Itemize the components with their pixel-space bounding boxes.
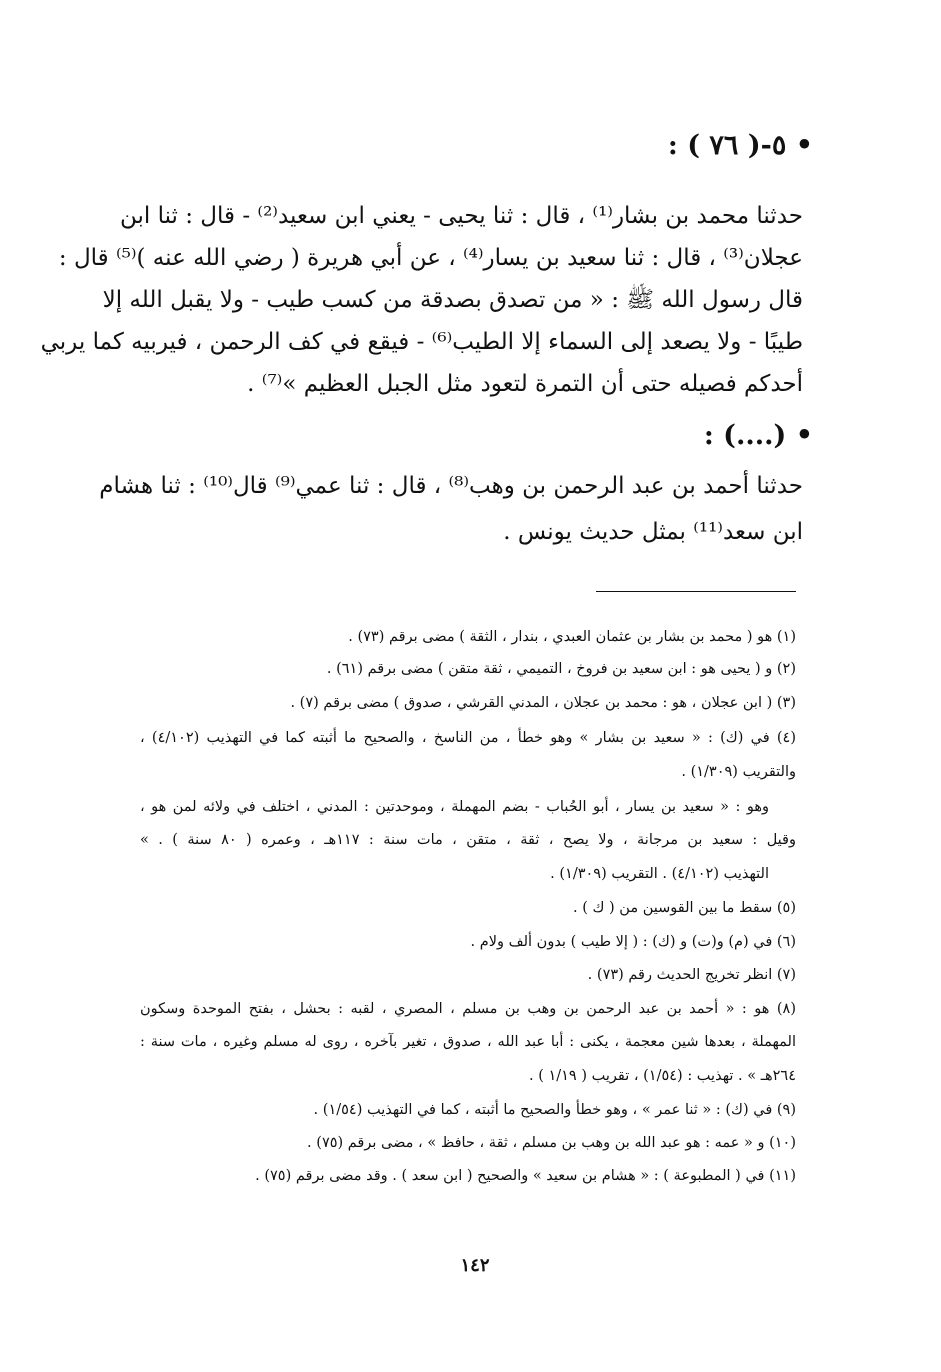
- footnote-10: (١٠) و « عمه : هو عبد الله بن وهب بن مسلم ، ثقة ، حافظ » ، مضى برقم (٧٥) .: [307, 1135, 796, 1151]
- footnote-4: (٤) في (ك) : « سعيد بن بشار » وهو خطأ ، من الناسخ ، والصحيح ما أثبته كما في التهذيب (٤/١٠٢) ،: [140, 730, 796, 746]
- hadith-text-line: قال رسول الله ﷺ : « من تصدق بصدقة من كسب طيب - ولا يقبل الله إلا: [102, 287, 803, 313]
- hadith-text-line: أحدكم فصيله حتى أن التمرة لتعود مثل الجبل العظيم »⁽⁷⁾ .: [247, 371, 803, 397]
- hadith-text-line: طيبًا - ولا يصعد إلى السماء إلا الطيب⁽⁶⁾ - فيقع في كف الرحمن ، فيربيه كما يربي: [40, 329, 803, 355]
- footnote-4-narrator: وهو : « سعيد بن يسار ، أبو الحُباب - بضم المهملة ، وموحدتين : المدني ، اختلف في ولائه لمن هو ،: [140, 799, 769, 815]
- hadith-text-line: حدثنا أحمد بن عبد الرحمن بن وهب⁽⁸⁾ ، قال : ثنا عمي⁽⁹⁾ قال⁽¹⁰⁾ : ثنا هشام: [99, 473, 803, 499]
- footnote-4-narrator-continued: وقيل : سعيد بن مرجانة ، ولا يصح ، ثقة ، متقن ، مات سنة : ١١٧هـ ، وعمره ( ٨٠ سنة ) . »: [140, 832, 796, 848]
- footnote-4-references: التهذيب (٤/١٠٢) . التقريب (١/٣٠٩) .: [550, 866, 769, 882]
- footnote-3: (٣) ( ابن عجلان ، هو : محمد بن عجلان ، المدني القرشي ، صدوق ) مضى برقم (٧) .: [290, 695, 796, 711]
- footnote-11: (١١) في ( المطبوعة ) : « هشام بن سعيد » والصحيح ( ابن سعد ) . وقد مضى برقم (٧٥) .: [255, 1168, 796, 1184]
- hadith-heading-unnumbered: • (....) :: [703, 420, 813, 451]
- footnote-8-references: ٢٦٤هـ » . تهذيب : (١/٥٤) ، تقريب ( ١/١٩ ) .: [528, 1068, 796, 1084]
- footnote-8: (٨) هو : « أحمد بن عبد الرحمن بن وهب بن مسلم ، المصري ، لقبه : بحشل ، بفتح الموحدة وسكون: [140, 1001, 796, 1017]
- hadith-text-line: ابن سعد⁽¹¹⁾ بمثل حديث يونس .: [503, 519, 803, 545]
- page-number: ١٤٢: [460, 1255, 490, 1276]
- footnote-8-continued: المهملة ، بعدها شين معجمة ، يكنى : أبا عبد الله ، صدوق ، تغير بآخره ، روى له مسلم وغيره ، مات سنة :: [140, 1034, 796, 1050]
- footnote-6: (٦) في (م) و(ت) و (ك) : ( إلا طيب ) بدون ألف ولام .: [470, 934, 796, 950]
- footnote-4-continued: والتقريب (١/٣٠٩) .: [681, 764, 796, 780]
- hadith-text-line: حدثنا محمد بن بشار⁽¹⁾ ، قال : ثنا يحيى - يعني ابن سعيد⁽²⁾ - قال : ثنا ابن: [119, 203, 803, 229]
- footnote-5: (٥) سقط ما بين القوسين من ( ك ) .: [572, 900, 796, 916]
- hadith-text-line: عجلان⁽³⁾ ، قال : ثنا سعيد بن يسار⁽⁴⁾ ، عن أبي هريرة ( رضي الله عنه )⁽⁵⁾ قال :: [58, 245, 803, 271]
- footnote-1: (١) هو ( محمد بن بشار بن عثمان العبدي ، بندار ، الثقة ) مضى برقم (٧٣) .: [348, 629, 796, 645]
- hadith-heading-76: • ٥-( ٧٦ ) :: [667, 130, 813, 161]
- footnote-9: (٩) في (ك) : « ثنا عمر » ، وهو خطأ والصحيح ما أثبته ، كما في التهذيب (١/٥٤) .: [313, 1102, 796, 1118]
- footnote-7: (٧) انظر تخريج الحديث رقم (٧٣) .: [587, 967, 796, 983]
- footnote-divider: [596, 591, 796, 592]
- footnote-2: (٢) و ( يحيى هو : ابن سعيد بن فروخ ، التميمي ، ثقة متقن ) مضى برقم (٦١) .: [326, 661, 796, 677]
